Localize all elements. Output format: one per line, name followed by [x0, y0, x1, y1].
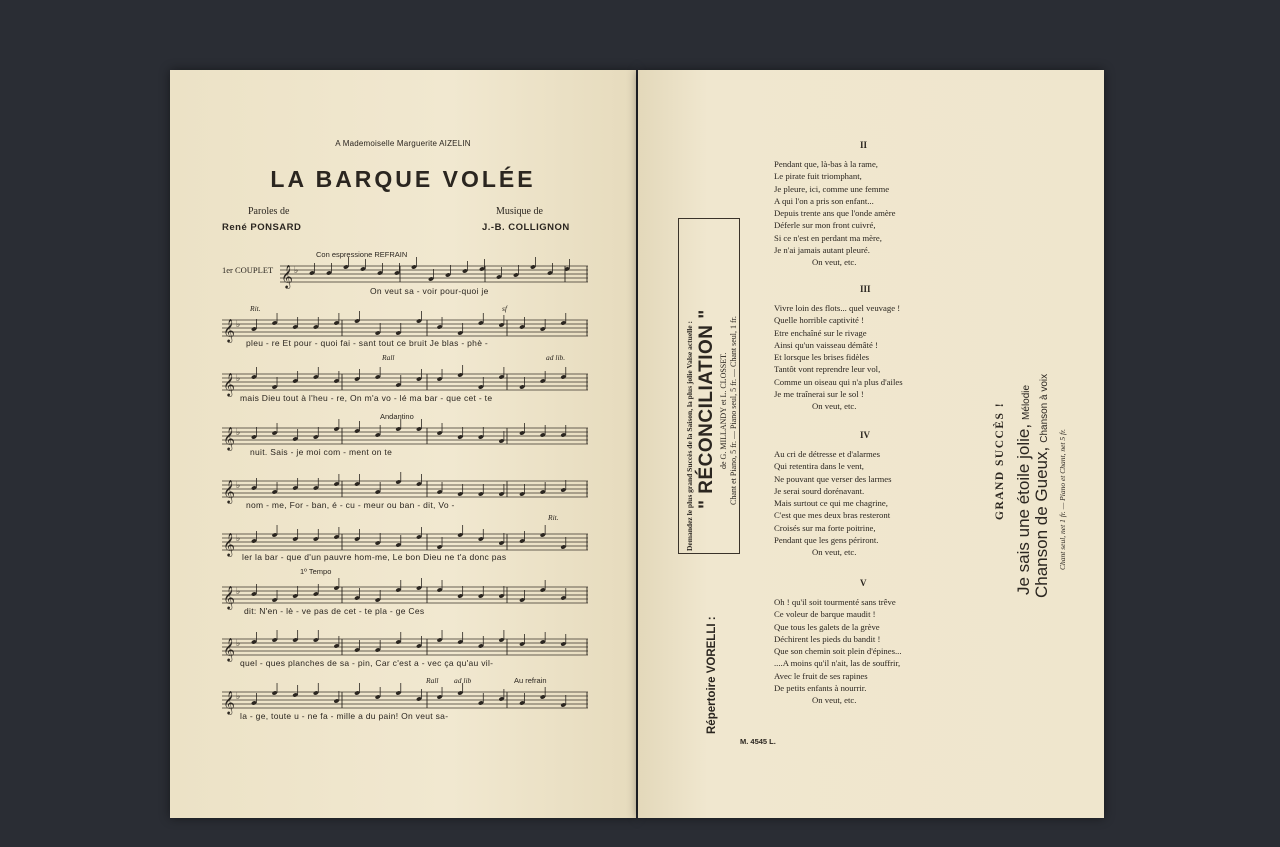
- verse-line: Avec le fruit de ses rapines: [774, 670, 868, 681]
- treble-clef-icon: 𝄞: [223, 532, 235, 556]
- refrain-line: On veut, etc.: [812, 695, 857, 706]
- left-page: [170, 70, 636, 818]
- verse-line: Je pleure, ici, comme une femme: [774, 183, 890, 194]
- verse-line: A qui l'on a pris son enfant...: [774, 195, 874, 206]
- verse-line: Mais surtout ce qui me chagrine,: [774, 498, 888, 509]
- lyric-line-1: On veut sa - voir pour-quoi je: [370, 286, 489, 296]
- verse-line: Pendant que les gens périront.: [774, 535, 879, 546]
- direction-tempo: 1º Tempo: [300, 567, 332, 576]
- direction-andantino: Andantino: [380, 412, 414, 421]
- lyric-line-2: pleu - re Et pour - quoi fai - sant tout ce bruit Je blas - phè -: [246, 338, 489, 348]
- verse-line: Pendant que, là-bas à la rame,: [774, 159, 878, 169]
- side-ad-kind-1: Mélodie: [1021, 384, 1032, 420]
- verse-line: Qui retentira dans le vent,: [774, 461, 864, 472]
- lyricist-label: Paroles de: [248, 206, 290, 217]
- lyric-line-8: quel - ques planches de sa - pin, Car c'est a - vec ça qu'au vil-: [240, 658, 494, 668]
- ad-title: " RÉCONCILIATION ": [696, 309, 717, 509]
- refrain-line: On veut, etc.: [812, 401, 857, 412]
- lyric-line-7: dit: N'en - lè - ve pas de cet - te pla - ge Ces: [244, 606, 425, 616]
- verse-line: Ce voleur de barque maudit !: [774, 609, 876, 620]
- verse-line: Quelle horrible captivité !: [774, 315, 864, 326]
- stanza-number: V: [860, 578, 867, 588]
- advertisement-box: [678, 218, 740, 554]
- refrain-line: On veut, etc.: [812, 257, 857, 268]
- treble-clef-icon: 𝄞: [223, 690, 235, 714]
- verse-line: Je n'ai jamais autant pleuré.: [774, 245, 870, 256]
- verse-line: Si ce n'est en perdant ma mère,: [774, 232, 882, 243]
- lyric-line-9: la - ge, toute u - ne fa - mille a du pain! On veut sa-: [240, 711, 449, 721]
- verse-line: Comme un oiseau qui n'a plus d'ailes: [774, 376, 903, 387]
- verse-line: Oh ! qu'il soit tourmenté sans trêve: [774, 597, 896, 607]
- treble-clef-icon: 𝄞: [223, 479, 235, 503]
- flat-icon: ♭: [294, 266, 299, 276]
- repertoire-label: Répertoire VORELLI :: [706, 616, 718, 734]
- treble-clef-icon: 𝄞: [281, 264, 293, 288]
- refrain-line: On veut, etc.: [812, 547, 857, 558]
- treble-clef-icon: 𝄞: [223, 372, 235, 396]
- side-ad-title-2: Chanson de Gueux,: [1032, 446, 1051, 598]
- verse-line: Au cri de détresse et d'alarmes: [774, 449, 881, 459]
- verse-line: Que tous les galets de la grève: [774, 621, 880, 632]
- flat-icon: ♭: [236, 374, 241, 384]
- direction-con-espressione: Con espressione REFRAIN: [316, 250, 408, 259]
- stanza: [774, 578, 902, 707]
- verse-line: Je me traînerai sur le sol !: [774, 389, 864, 400]
- treble-clef-icon: 𝄞: [223, 585, 235, 609]
- verse-line: Etre enchaîné sur le rivage: [774, 327, 867, 338]
- verse-line: ....A moins qu'il n'ait, las de souffrir,: [774, 658, 901, 669]
- flat-icon: ♭: [236, 587, 241, 597]
- verse-line: Vivre loin des flots... quel veuvage !: [774, 303, 901, 313]
- side-ad-line-2: [1032, 374, 1052, 598]
- stanza: [774, 140, 895, 269]
- flat-icon: ♭: [236, 320, 241, 330]
- verse-line: Le pirate fuit triomphant,: [774, 171, 862, 182]
- side-ad-prices: Chant seul, net 1 fr. — Piano et Chant, net 5 fr.: [1058, 428, 1067, 570]
- plate-number: M. 4545 L.: [740, 737, 776, 746]
- treble-clef-icon: 𝄞: [223, 637, 235, 661]
- verse-line: Déchirent les pieds du bandit !: [774, 633, 881, 644]
- verse-line: Que son chemin soit plein d'épines...: [774, 646, 902, 657]
- flat-icon: ♭: [236, 481, 241, 491]
- stanza: [774, 430, 891, 559]
- direction-rall-2: Rall: [426, 676, 439, 685]
- ad-prices: Chant et Piano, 5 fr. — Piano seul, 5 fr. — Chant seul, 1 fr.: [729, 316, 738, 505]
- dedication: A Mademoiselle Marguerite AIZELIN: [335, 139, 471, 148]
- verse-line: C'est que mes deux bras resteront: [774, 510, 891, 521]
- direction-sf: sf: [502, 304, 508, 313]
- composer-name: J.-B. COLLIGNON: [482, 222, 570, 233]
- ad-authors: de G. MILLANDY et L. CLOSSET.: [719, 352, 728, 469]
- verse-line: Je serai sourd dorénavant.: [774, 485, 865, 496]
- couplet-label: 1er COUPLET: [222, 265, 274, 275]
- direction-ad-lib-2: ad lib: [454, 676, 472, 685]
- verse-line: Croisés sur ma forte poitrine,: [774, 522, 876, 533]
- side-ad-line-1: [1014, 385, 1034, 595]
- verse-line: Ainsi qu'un vaisseau démâté !: [774, 339, 878, 350]
- direction-rit: Rit.: [250, 304, 261, 313]
- right-page: [638, 70, 1104, 818]
- verse-line: Ne pouvant que verser des larmes: [774, 473, 892, 484]
- lyricist-name: René PONSARD: [222, 222, 302, 233]
- verse-line: Et lorsque les brises fidèles: [774, 352, 870, 363]
- direction-rit-2: Rit.: [548, 513, 559, 522]
- verse-line: De petits enfants à nourrir.: [774, 683, 867, 694]
- flat-icon: ♭: [236, 692, 241, 702]
- flat-icon: ♭: [236, 639, 241, 649]
- lyric-line-5: nom - me, For - ban, é - cu - meur ou ban - dit, Vo -: [246, 500, 455, 510]
- lyric-line-6: ler la bar - que d'un pauvre hom-me, Le bon Dieu ne t'a donc pas: [242, 552, 507, 562]
- lyric-line-4: nuit. Sais - je moi com - ment on te: [250, 447, 393, 457]
- direction-rall: Rall: [382, 353, 395, 362]
- composer-label: Musique de: [496, 206, 543, 217]
- direction-ad-lib: ad lib.: [546, 353, 566, 362]
- treble-clef-icon: 𝄞: [223, 426, 235, 450]
- verse-line: Déferle sur mon front cuivré,: [774, 220, 876, 231]
- stanza: [774, 284, 903, 413]
- side-ad-headline: GRAND SUCCÈS !: [994, 401, 1006, 520]
- stanza-number: III: [860, 284, 871, 294]
- stanza-number: IV: [860, 430, 871, 440]
- song-title: LA BARQUE VOLÉE: [270, 166, 536, 192]
- lyric-line-3: mais Dieu tout à l'heu - re, On m'a vo - lé ma bar - que cet - te: [240, 393, 493, 403]
- verse-line: Tantôt vont reprendre leur vol,: [774, 364, 881, 375]
- flat-icon: ♭: [236, 428, 241, 438]
- verse-line: Depuis trente ans que l'onde amère: [774, 208, 896, 219]
- direction-au-refrain: Au refrain: [514, 676, 547, 685]
- ad-intro: Demandez le plus grand Succès de la Saison, la plus jolie Valse actuelle :: [685, 320, 694, 551]
- flat-icon: ♭: [236, 534, 241, 544]
- side-ad-kind-2: Chanson à voix: [1039, 373, 1050, 443]
- treble-clef-icon: 𝄞: [223, 318, 235, 342]
- stanza-number: II: [860, 140, 868, 150]
- side-ad-title-1: Je sais une étoile jolie,: [1014, 423, 1033, 595]
